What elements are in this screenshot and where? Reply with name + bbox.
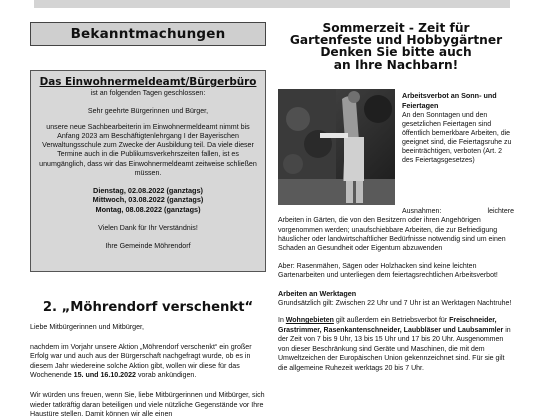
exceptions-text: Arbeiten in Gärten, die von den Besitzern oder ihren Angehörigen vorgenommen werden; unaufschiebbare Arbeiten, die zur Befriedigung häuslicher oder landwirtschaftlicher Bedürfnisse notwendig sind um einen Schaden an Gesundheit oder Eigentum abzuwenden [278,217,506,253]
bekanntmachungen-title: Bekanntmachungen [70,26,226,42]
aber-text: Aber: Rasenmähen, Sägen oder Holzhacken sind keine leichten Gartenarbeiten und unterliegen dem feiertagsrechtlichen Arbeitsverbot! [278,262,498,280]
notice-greeting: Sehr geehrte Bürgerinnen und Bürger, [87,107,209,116]
closure-notice-box [30,70,266,272]
verschenkt-paragraph-1: nachdem im Vorjahr unsere Aktion „Möhrendorf verschenkt“ ein großer Erfolg war und auch aus der Bürgerschaft nachgefragt wurde, ob es in diesem Jahr wiedereine solche Aktion gibt, wollen wir diese für das Wochenende 15. und 16.10.2022 vorab ankündigen. [30,342,252,380]
rules-text [278,207,514,373]
wohngebiete-paragraph: In Wohngebieten gilt außerdem ein Betriebsverbot für Freischneider, Grastrimmer, Rasenkantenschneider, Laubbläser und Laubsammler in der Zeit von 7 bis 9 Uhr, 13 bis 15 Uhr und 17 bis 20 Uhr. Ausgenommen von dieser Beschränkung sind Geräte und Maschinen, die mit dem Umweltzeichen der Europäischen Union gekennzeichnet sind. Für sie gilt die allgemeine Ruhezeit werktags 20 bis 7 Uhr. [278,317,511,372]
sunday-ban-heading: Arbeitsverbot an Sonn- und Feiertagen [402,90,497,110]
notice-body: unsere neue Sachbearbeiterin im Einwohnermeldeamt nimmt bis Anfang 2023 am Beschäftigtenlehrgang I der Bayerischen Verwaltungsschule zum Zwecke der Ausbildung teil. Da viele dieser Termine auch in die Publikumsverkehrszeiten fallen, ist es unumgänglich, dass wir das Einwohnermeldeamt zeitweise schließen müssen. [39,123,257,177]
closure-date: Mittwoch, 03.08.2022 (ganztags) [92,195,204,205]
verschenkt-title: 2. „Möhrendorf verschenkt“ [42,300,254,315]
closure-date: Montag, 08.08.2022 (ganztags) [95,204,201,214]
top-gray-strip [34,0,510,8]
werktage-body: Grundsätzlich gilt: Zwischen 22 Uhr und 7 Uhr ist an Werktagen Nachtruhe! [278,300,512,308]
salutation: Liebe Mitbürgerinnen und Mitbürger, [30,323,144,331]
verschenkt-text [30,323,266,420]
bekanntmachungen-header [30,22,266,46]
photo-and-sidebar [278,89,514,205]
right-column [278,22,514,373]
werktage-block [278,289,514,309]
notice-title: Das Einwohnermeldeamt/Bürgerbüro [39,76,257,88]
verschenkt-paragraph-2: Wir würden uns freuen, wenn Sie, liebe Mitbürgerinnen und Mitbürger, sich wieder tatkräftig daran beteiligen und viele nützliche Gegenstände vor Ihre Haustüre stellen. Damit können wir alle einen [30,390,265,419]
notice-thanks: Vielen Dank für Ihr Verständnis! [98,223,198,232]
notice-subtitle: ist an folgenden Tagen geschlossen: [90,89,206,97]
exceptions-label-row: Ausnahmen: leichtere [402,207,514,215]
closure-dates [37,186,259,215]
sunday-ban-text [402,91,514,166]
sommerzeit-headline: Sommerzeit - Zeit für Gartenfeste und Hobbygärtner Denken Sie bitte auch an Ihre Nachbarn! [289,21,503,72]
notice-signature: Ihre Gemeinde Möhrendorf [105,241,191,250]
gardener-photo [278,89,395,205]
left-column [30,22,266,420]
werktage-heading: Arbeiten an Werktagen [278,288,357,298]
closure-date: Dienstag, 02.08.2022 (ganztags) [93,185,203,195]
sunday-ban-body: An den Sonntagen und den gesetzlichen Feiertagen sind öffentlich bemerkbare Arbeiten, die geeignet sind, die Feiertagsruhe zu beeinträchtigen, verboten (Art. 2 des Feiertagsgesetzes) [402,112,512,165]
